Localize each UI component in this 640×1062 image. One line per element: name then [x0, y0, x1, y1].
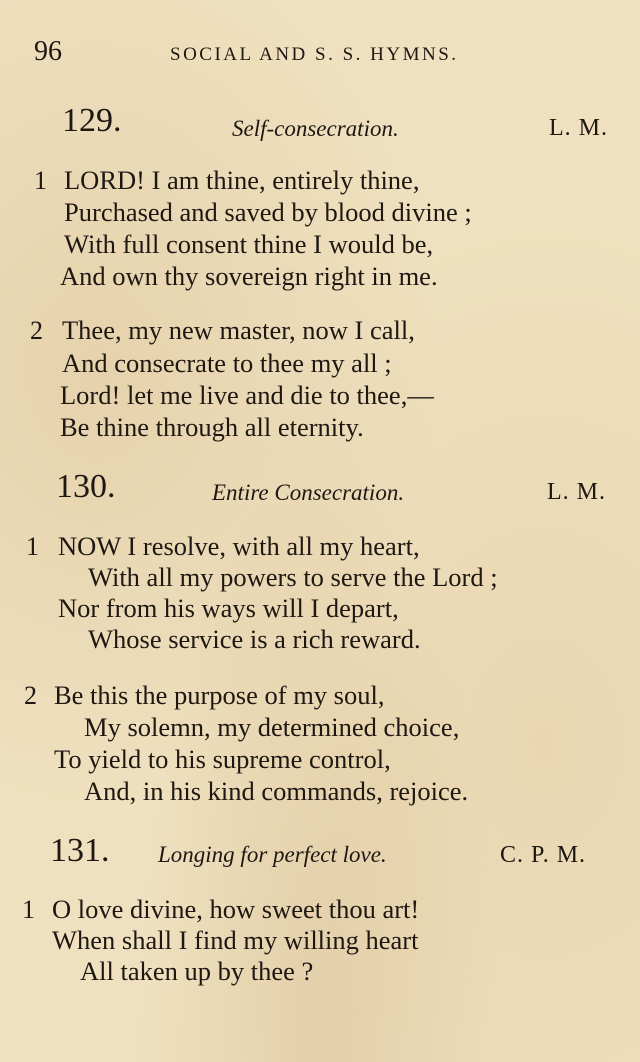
verse-line: Nor from his ways will I depart,	[58, 593, 399, 623]
hymn-number: 131.	[50, 832, 110, 869]
verse-number: 2	[24, 681, 37, 710]
hymn-number: 130.	[56, 468, 116, 505]
hymn-number: 129.	[62, 102, 122, 139]
verse-line: Thee, my new master, now I call,	[62, 315, 415, 345]
verse-line: And, in his kind commands, rejoice.	[84, 776, 469, 806]
hymn-title: Entire Consecration.	[212, 480, 405, 505]
hymn-meter: C. P. M.	[500, 842, 587, 868]
verse-line: Lord! let me live and die to thee,—	[60, 380, 434, 410]
verse-line: And own thy sovereign right in me.	[60, 261, 438, 291]
verse-line: Whose service is a rich reward.	[88, 624, 421, 654]
verse-line: LORD! I am thine, entirely thine,	[64, 165, 420, 195]
verse-number: 1	[26, 532, 39, 561]
verse-line: Be this the purpose of my soul,	[54, 680, 385, 710]
verse-line: With full consent thine I would be,	[64, 229, 434, 259]
hymn-meter: L. M.	[549, 115, 608, 141]
verse-line: To yield to his supreme control,	[54, 744, 391, 774]
verse-line: NOW I resolve, with all my heart,	[58, 531, 420, 561]
verse-line: When shall I find my willing heart	[52, 925, 419, 955]
hymn-title: Longing for perfect love.	[158, 842, 387, 867]
hymn-title: Self-consecration.	[232, 116, 399, 141]
verse-line: My solemn, my determined choice,	[84, 712, 460, 742]
verse-line: And consecrate to thee my all ;	[62, 348, 392, 378]
verse-number: 2	[30, 316, 43, 345]
verse-line: Be thine through all eternity.	[60, 412, 364, 442]
verse-number: 1	[34, 166, 47, 195]
verse-line: Purchased and saved by blood divine ;	[64, 197, 472, 227]
page-number: 96	[34, 36, 62, 67]
verse-line: O love divine, how sweet thou art!	[52, 894, 420, 924]
verse-line: All taken up by thee ?	[80, 956, 314, 986]
running-head: SOCIAL AND S. S. HYMNS.	[170, 44, 459, 65]
hymn-meter: L. M.	[547, 479, 606, 505]
verse-line: With all my powers to serve the Lord ;	[88, 562, 498, 592]
verse-number: 1	[22, 895, 35, 924]
